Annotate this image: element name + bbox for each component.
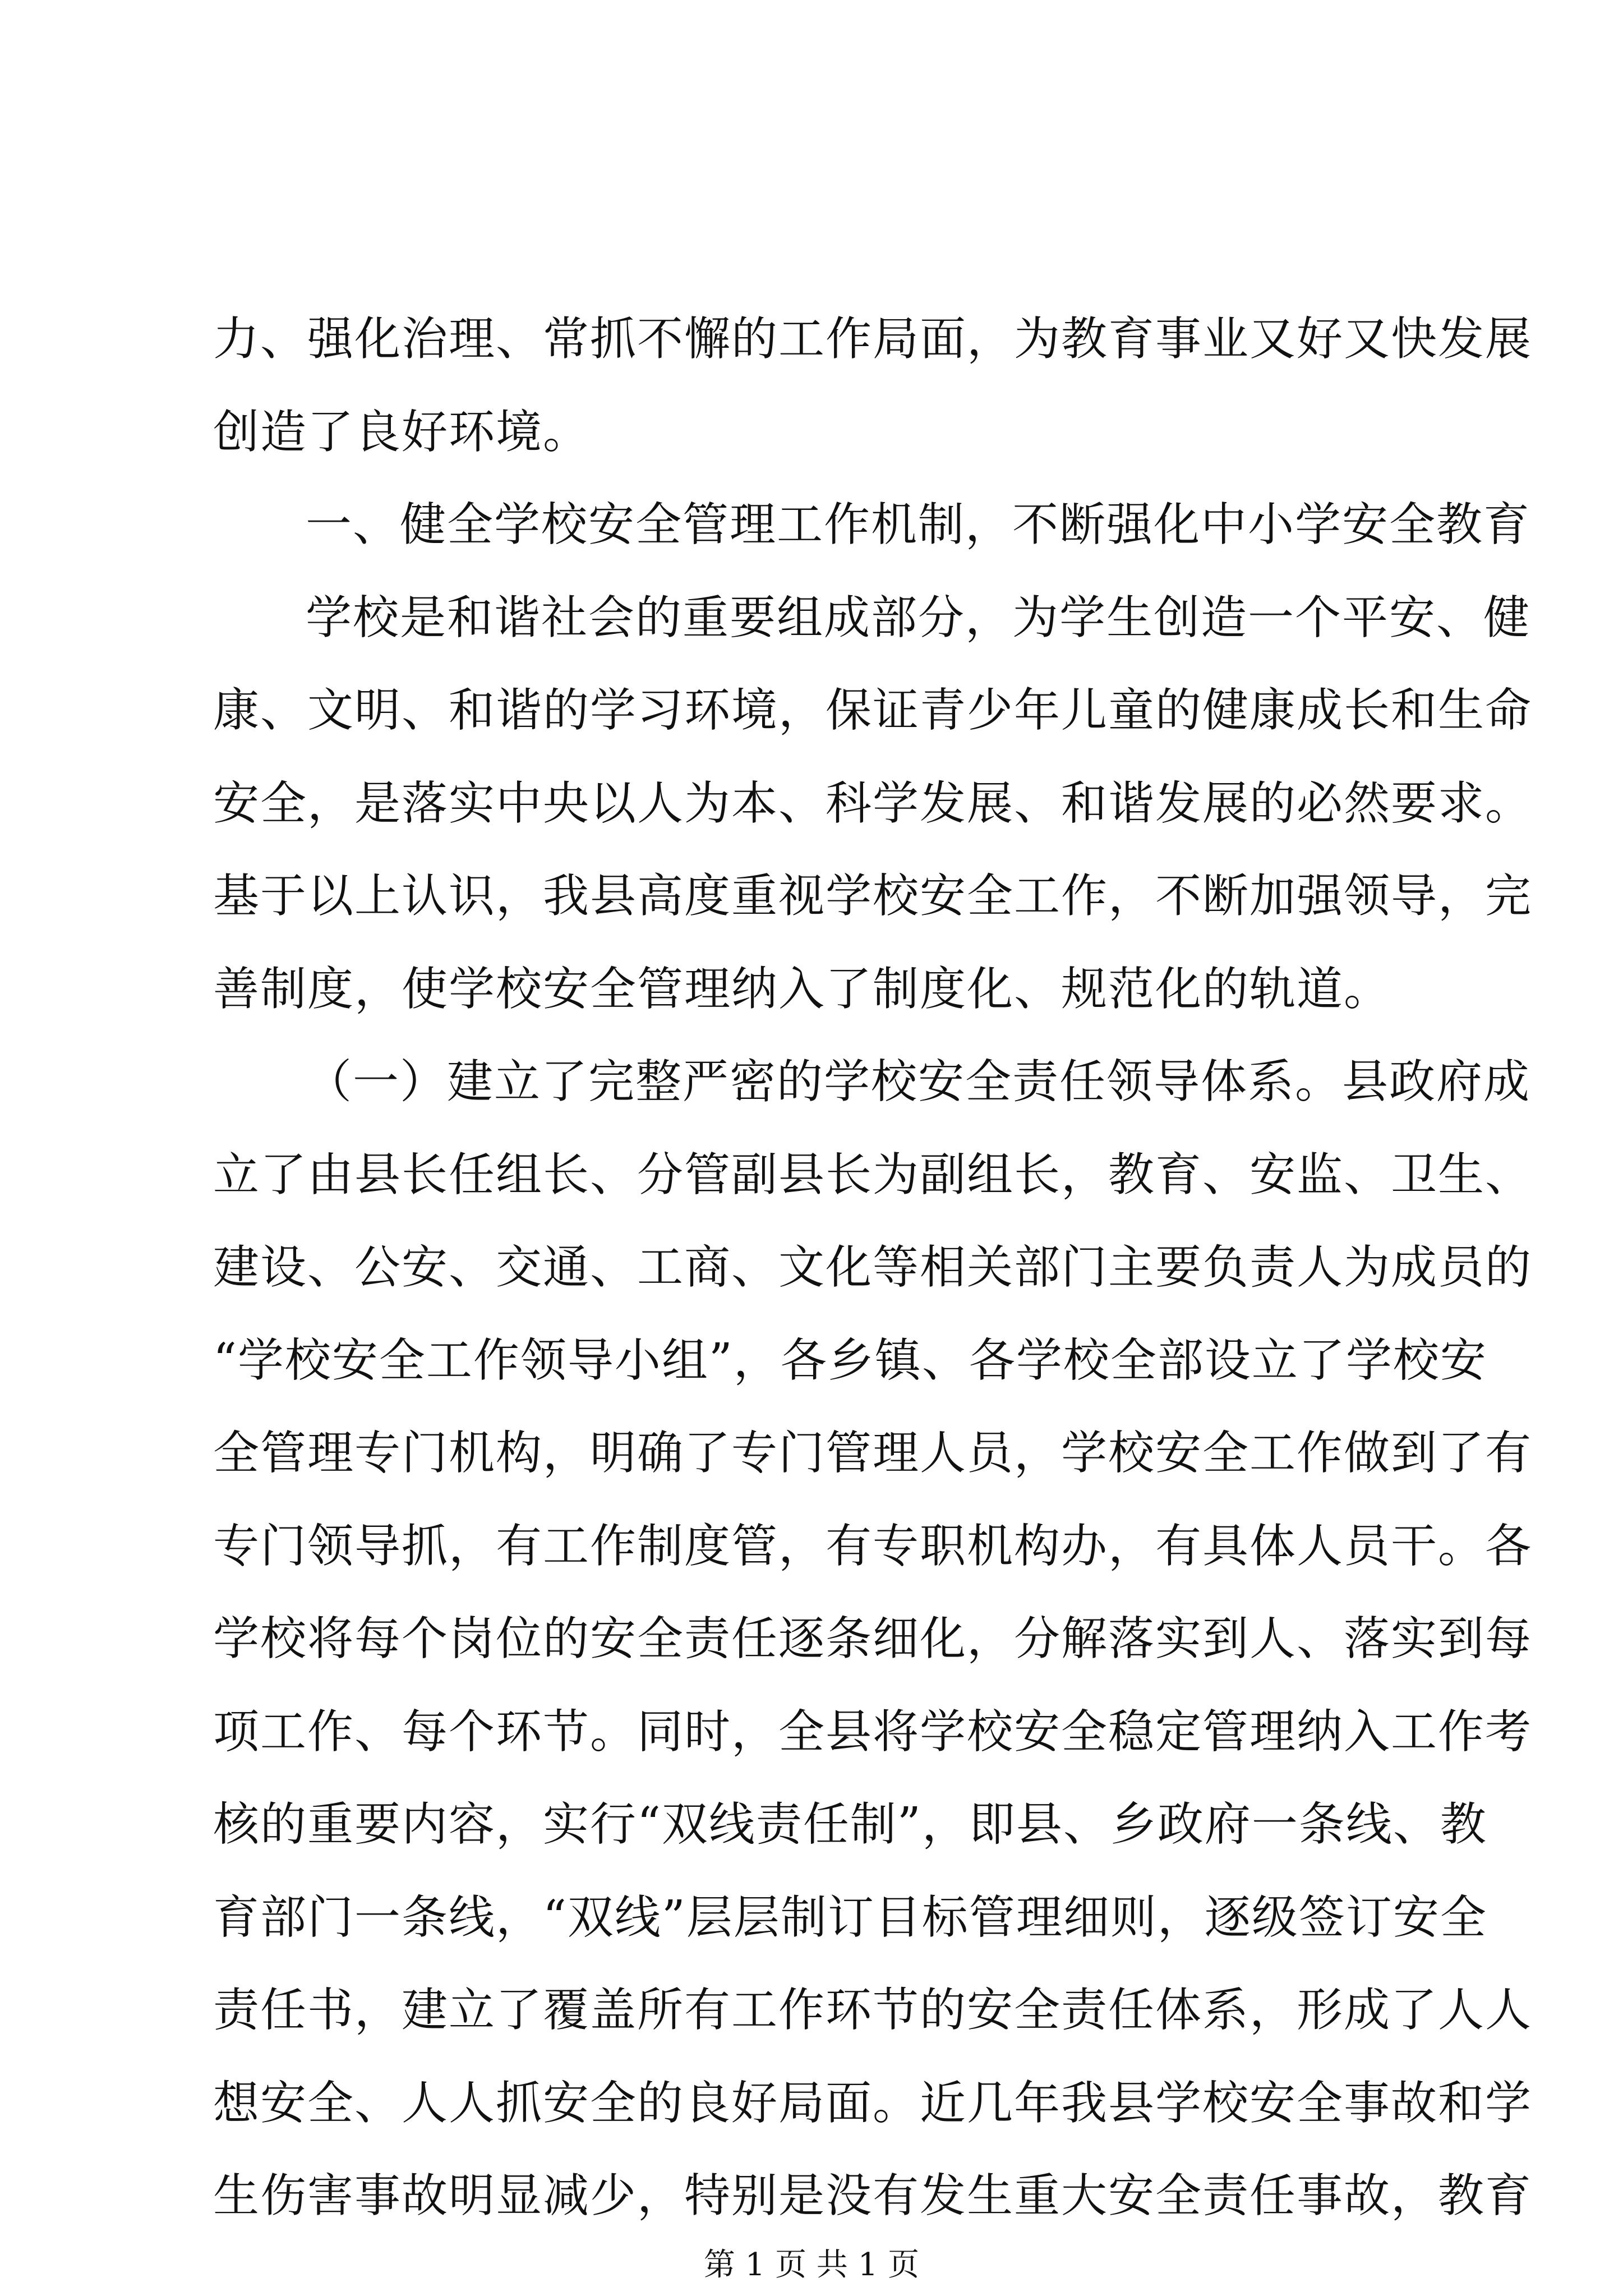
text-line-17: 核的重要内容，实行“双线责任制”，即县、乡政府一条线、教	[213, 1798, 1487, 1851]
text-line-6: 安全，是落实中央以人为本、科学发展、和谐发展的必然要求。	[213, 777, 1533, 830]
text-line-18: 育部门一条线，“双线”层层制订目标管理细则，逐级签订安全	[213, 1891, 1487, 1944]
text-line-14: 专门领导抓，有工作制度管，有专职机构办，有具体人员干。各	[213, 1520, 1533, 1573]
text-line-10: 立了由县长任组长、分管副县长为副组长，教育、安监、卫生、	[213, 1148, 1533, 1202]
text-line-8: 善制度，使学校安全管理纳入了制度化、规范化的轨道。	[213, 963, 1391, 1016]
text-line-20: 想安全、人人抓安全的良好局面。近几年我县学校安全事故和学	[213, 2077, 1533, 2130]
text-line-13: 全管理专门机构，明确了专门管理人员，学校安全工作做到了有	[213, 1427, 1533, 1480]
text-line-4: 学校是和谐社会的重要组成部分，为学生创造一个平安、健	[306, 591, 1531, 645]
page-footer: 第 1 页 共 1 页	[703, 2247, 920, 2283]
text-line-2: 创造了良好环境。	[213, 406, 591, 459]
text-line-16: 项工作、每个环节。同时，全县将学校安全稳定管理纳入工作考	[213, 1705, 1533, 1759]
text-line-7: 基于以上认识，我县高度重视学校安全工作，不断加强领导，完	[213, 869, 1533, 923]
text-line-11: 建设、公安、交通、工商、文化等相关部门主要负责人为成员的	[213, 1241, 1533, 1294]
text-line-21: 生伤害事故明显减少，特别是没有发生重大安全责任事故，教育	[213, 2169, 1533, 2223]
text-line-5: 康、文明、和谐的学习环境，保证青少年儿童的健康成长和生命	[213, 684, 1533, 737]
text-line-1: 力、强化治理、常抓不懈的工作局面，为教育事业又好又快发展	[213, 312, 1533, 366]
section-heading: 一、健全学校安全管理工作机制，不断强化中小学安全教育	[306, 498, 1531, 551]
text-line-9: （一）建立了完整严密的学校安全责任领导体系。县政府成	[306, 1055, 1531, 1108]
text-line-19: 责任书，建立了覆盖所有工作环节的安全责任体系，形成了人人	[213, 1984, 1533, 2037]
text-line-12: “学校安全工作领导小组”，各乡镇、各学校全部设立了学校安	[213, 1334, 1487, 1387]
text-line-15: 学校将每个岗位的安全责任逐条细化，分解落实到人、落实到每	[213, 1612, 1533, 1665]
